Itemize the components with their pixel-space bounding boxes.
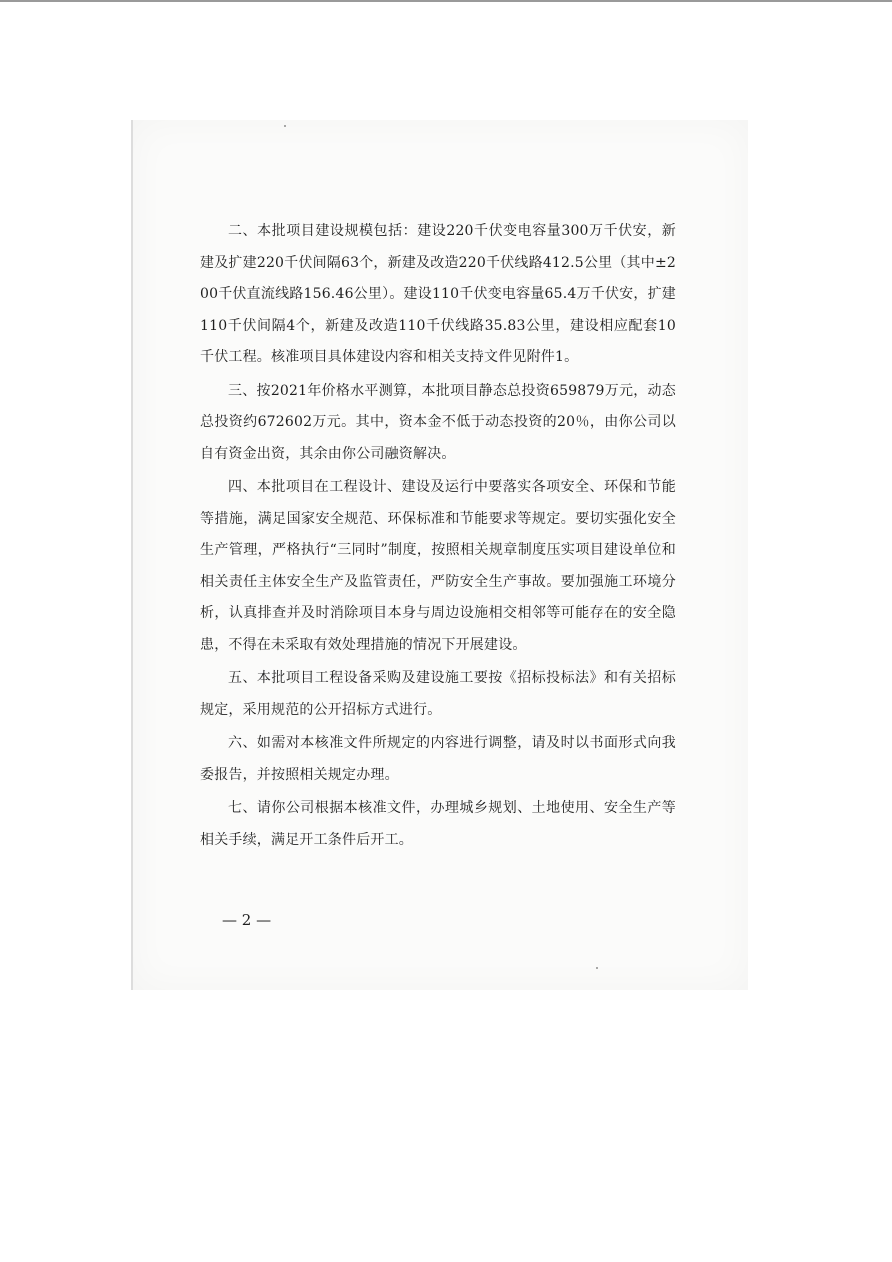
- paragraph-safety-measures: 四、本批项目在工程设计、建设及运行中要落实各项安全、环保和节能等措施，满足国家安全规范、环保标准和节能要求等规定。要切实强化安全生产管理，严格执行“三同时”制度，按照相关规章制度压实项目建设单位和相关责任主体安全生产及监管责任，严防安全生产事故。要加强施工环境分析，认真排查并及时消除项目本身与周边设施相交相邻等可能存在的安全隐患，不得在未采取有效处理措施的情况下开展建设。: [200, 479, 676, 653]
- paragraph-investment: 三、按2021年价格水平测算，本批项目静态总投资659879万元，动态总投资约672602万元。其中，资本金不低于动态投资的20％，由你公司以自有资金出资，其余由你公司融资解决。: [200, 382, 676, 462]
- paragraph-adjustment: 六、如需对本核准文件所规定的内容进行调整，请及时以书面形式向我委报告，并按照相关规定办理。: [200, 735, 676, 783]
- page-number: — 2 —: [222, 911, 272, 929]
- paragraph-construction-scale: 二、本批项目建设规模包括：建设220千伏变电容量300万千伏安，新建及扩建220千伏间隔63个，新建及改造220千伏线路412.5公里（其中±200千伏直流线路156.46公里）。建设110千伏变电容量65.4万千伏安，扩建110千伏间隔4个，新建及改造110千伏线路35.83公里，建设相应配套10千伏工程。核准项目具体建设内容和相关支持文件见附件1。: [200, 223, 676, 365]
- scan-speck: [596, 967, 598, 969]
- paragraph-procedures: 七、请你公司根据本核准文件，办理城乡规划、土地使用、安全生产等相关手续，满足开工条件后开工。: [200, 800, 676, 848]
- paragraph-procurement: 五、本批项目工程设备采购及建设施工要按《招标投标法》和有关招标规定，采用规范的公开招标方式进行。: [200, 670, 676, 718]
- scan-top-border: [0, 0, 892, 2]
- document-body: [200, 216, 676, 858]
- scan-speck: [284, 125, 286, 127]
